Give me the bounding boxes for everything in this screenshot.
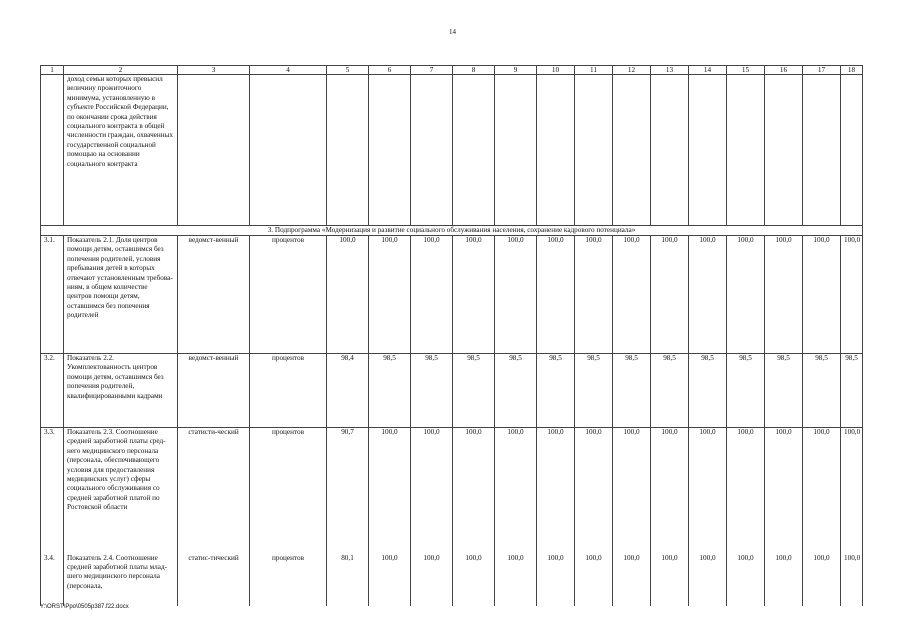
column-header: 6	[369, 66, 411, 75]
value-cell: 100,0	[369, 554, 411, 606]
value-cell: 98,4	[327, 354, 369, 428]
value-cell: 98,5	[369, 354, 411, 428]
value-cell: 100,0	[613, 236, 651, 354]
value-cell: 100,0	[613, 554, 651, 606]
table-row-continued	[41, 75, 863, 226]
column-header: 15	[727, 66, 765, 75]
value-cell: 98,5	[537, 354, 575, 428]
data-source: ведомст-венный	[178, 354, 250, 428]
unit: процентов	[250, 354, 327, 428]
value-cell: 100,0	[537, 236, 575, 354]
value-cell: 100,0	[765, 428, 803, 554]
value-cell: 100,0	[575, 236, 613, 354]
file-path-footer: Y:\ORST\Ppo\0505p387.f22.docx	[40, 604, 129, 610]
table-row	[41, 236, 863, 354]
value-cell: 98,5	[411, 354, 453, 428]
unit: процентов	[250, 428, 327, 554]
row-number: 3.4.	[41, 554, 64, 606]
value-cell: 100,0	[453, 554, 495, 606]
value-cell: 100,0	[369, 236, 411, 354]
value-cell: 100,0	[765, 554, 803, 606]
column-header: 13	[651, 66, 689, 75]
column-header: 14	[689, 66, 727, 75]
value-cell: 100,0	[495, 236, 537, 354]
column-header: 7	[411, 66, 453, 75]
value-cell: 100,0	[689, 428, 727, 554]
column-header: 5	[327, 66, 369, 75]
value-cell: 98,5	[613, 354, 651, 428]
subprogram-title: 3. Подпрограмма «Модернизация и развитие социального обслуживания населения, сохранение кадрового потенциала»	[41, 226, 863, 236]
data-source: статис-тический	[178, 554, 250, 606]
value-cell: 100,0	[327, 236, 369, 354]
data-source: ведомст-венный	[178, 236, 250, 354]
value-cell: 100,0	[537, 554, 575, 606]
value-cell: 100,0	[411, 236, 453, 354]
indicators-table	[40, 65, 863, 606]
value-cell: 100,0	[453, 428, 495, 554]
value-cell: 98,5	[495, 354, 537, 428]
value-cell: 100,0	[453, 236, 495, 354]
column-header: 17	[803, 66, 841, 75]
value-cell: 98,5	[651, 354, 689, 428]
row-number: 3.2.	[41, 354, 64, 428]
value-cell: 100,0	[411, 554, 453, 606]
column-header: 16	[765, 66, 803, 75]
table-row	[41, 554, 863, 606]
value-cell: 100,0	[651, 428, 689, 554]
table-row	[41, 354, 863, 428]
column-header: 9	[495, 66, 537, 75]
column-header: 12	[613, 66, 651, 75]
value-cell: 100,0	[727, 554, 765, 606]
value-cell: 98,5	[841, 354, 863, 428]
value-cell: 100,0	[495, 428, 537, 554]
value-cell: 98,5	[575, 354, 613, 428]
value-cell: 100,0	[495, 554, 537, 606]
column-header: 18	[841, 66, 863, 75]
row-number: 3.1.	[41, 236, 64, 354]
value-cell: 98,5	[689, 354, 727, 428]
value-cell: 100,0	[575, 428, 613, 554]
value-cell: 98,5	[727, 354, 765, 428]
value-cell: 100,0	[727, 428, 765, 554]
subprogram-heading-row	[41, 226, 863, 236]
indicator-description: Показатель 2.2. Укомплектованность центров помощи детям, оставшимся без попечения родителей, квалифицированными кадрами	[64, 354, 178, 428]
value-cell: 98,5	[765, 354, 803, 428]
indicator-description: Показатель 2.3. Соотношение средней заработной платы сред-него медицинского персонала (персонала, обеспечивающего условия для предоставления медицинских услуг) сферы социального обслуживания со средней заработной платой по Ростовской области	[64, 428, 178, 554]
value-cell: 100,0	[411, 428, 453, 554]
indicator-description: Показатель 2.1. Доля центров помощи детям, оставшимся без попечения родителей, условия пребывания детей в которых отвечают установленным требова-ниям, в общем количестве центров помощи детям, оставшимся без попечения родителей	[64, 236, 178, 354]
column-header: 11	[575, 66, 613, 75]
value-cell: 98,5	[453, 354, 495, 428]
value-cell: 100,0	[765, 236, 803, 354]
unit: процентов	[250, 236, 327, 354]
indicator-description: доход семьи которых превысил величину прожиточного минимума, установленную в субъекте Российской Федерации, по окончании срока действия социального контракта в общей численности граждан, охваченных государственной социальной помощью на основании социального контракта	[64, 75, 178, 226]
value-cell: 100,0	[575, 554, 613, 606]
column-header: 10	[537, 66, 575, 75]
value-cell: 100,0	[803, 554, 841, 606]
value-cell: 100,0	[803, 428, 841, 554]
value-cell: 100,0	[803, 236, 841, 354]
table-row	[41, 428, 863, 554]
value-cell: 100,0	[841, 236, 863, 354]
column-header: 4	[250, 66, 327, 75]
value-cell: 100,0	[651, 236, 689, 354]
page-number: 14	[449, 28, 456, 36]
value-cell: 100,0	[537, 428, 575, 554]
column-header: 1	[41, 66, 64, 75]
column-header: 3	[178, 66, 250, 75]
value-cell: 80,1	[327, 554, 369, 606]
value-cell: 90,7	[327, 428, 369, 554]
column-header: 2	[64, 66, 178, 75]
value-cell: 100,0	[841, 554, 863, 606]
value-cell: 100,0	[841, 428, 863, 554]
value-cell: 100,0	[689, 236, 727, 354]
data-source: статисти-ческий	[178, 428, 250, 554]
unit: процентов	[250, 554, 327, 606]
value-cell: 100,0	[651, 554, 689, 606]
value-cell: 100,0	[369, 428, 411, 554]
row-number: 3.3.	[41, 428, 64, 554]
value-cell: 100,0	[689, 554, 727, 606]
value-cell: 100,0	[613, 428, 651, 554]
value-cell: 100,0	[727, 236, 765, 354]
value-cell: 98,5	[803, 354, 841, 428]
indicator-description: Показатель 2.4. Соотношение средней заработной платы млад-шего медицинского персонала (персонала,	[64, 554, 178, 606]
column-header: 8	[453, 66, 495, 75]
column-number-row	[41, 66, 863, 75]
